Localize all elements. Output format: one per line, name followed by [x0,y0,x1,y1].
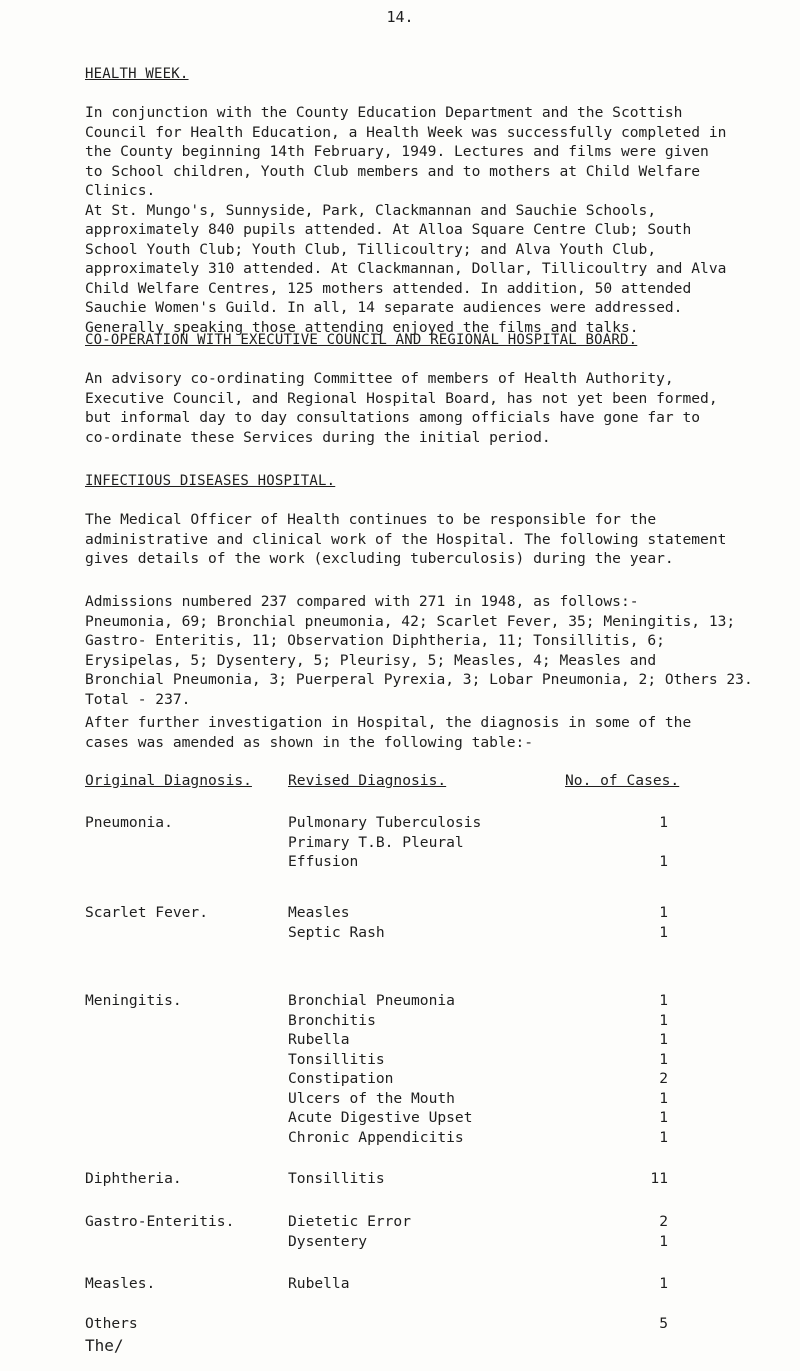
header-revised-diagnosis: Revised Diagnosis. [288,772,447,789]
original-diagnosis-cell: Measles. [85,1275,156,1292]
case-count-cell: 1 [659,904,668,921]
revised-diagnosis-cell: Constipation [288,1070,394,1087]
original-diagnosis-cell: Pneumonia. [85,814,173,831]
case-count-cell: 1 [659,923,668,941]
case-count-cell: 5 [659,1315,668,1332]
revised-diagnosis-cell: Bronchial Pneumonia [288,992,455,1009]
case-count-cell: 1 [659,853,668,870]
case-count-cell: 11 [650,1170,668,1187]
revised-diagnosis-cell: Chronic Appendicitis [288,1128,464,1146]
case-count-cell: 2 [659,1070,668,1087]
health-week-paragraph: In conjunction with the County Education Department and the Scottish Council for Health Education, a Health Week was successfully completed in the County beginning 14th February, 1949. Lectures and films were given to School children, Youth Club members and to mothers at Child Welfare Clinics. At St. Mungo's, Sunnyside, Park, Clackmannan and Sauchie Schools, approximately 840 pupils attended. At Alloa Square Centre Club; South School Youth Club; Youth Club, Tillicoultry; and Alva Youth Club, approximately 310 attended. At Clackmannan, Dollar, Tillicoultry and Alva Child Welfare Centres, 125 mothers attended. In addition, 50 attended Sauchie Women's Guild. In all, 14 separate audiences were addressed. Generally speaking those attending enjoyed the films and talks. [85,104,727,336]
header-original-diagnosis: Original Diagnosis. [85,772,252,789]
revised-diagnosis-cell: Septic Rash [288,923,385,941]
revised-diagnosis-cell: Ulcers of the Mouth [288,1089,455,1107]
revised-diagnosis-cell: Bronchitis [288,1011,376,1029]
original-diagnosis-cell: Others [85,1315,138,1332]
original-diagnosis-cell: Scarlet Fever. [85,904,209,921]
case-count-cell: 1 [659,814,668,831]
case-count-cell: 1 [659,1275,668,1292]
header-number-of-cases: No. of Cases. [565,772,680,789]
case-count-cell: 1 [659,1031,668,1048]
original-diagnosis-cell: Diphtheria. [85,1170,182,1187]
revised-diagnosis-cell: Rubella [288,1275,350,1292]
revised-diagnosis-cell: Acute Digestive Upset [288,1109,473,1126]
revised-diagnosis-cell: Pulmonary Tuberculosis [288,814,482,831]
cooperation-heading: CO-OPERATION WITH EXECUTIVE COUNCIL AND REGIONAL HOSPITAL BOARD. [85,332,638,348]
case-count-cell: 1 [659,1232,668,1250]
case-count-cell: 1 [659,1089,668,1107]
infectious-heading: INFECTIOUS DISEASES HOSPITAL. [85,473,336,489]
admissions-paragraph: Admissions numbered 237 compared with 271 in 1948, as follows:- Pneumonia, 69; Bronchial pneumonia, 42; Scarlet Fever, 35; Meningitis, 13; Gastro- Enteritis, 11; Observation Diphtheria, 11; Tonsillitis, 6; Erysipelas, 5; Dysentery, 5; Pleurisy, 5; Measles, 4; Measles and Bronchial Pneumonia, 3; Puerperal Pyrexia, 3; Lobar Pneumonia, 2; Others 23. Total - 237. [85,593,753,708]
case-count-cell: 1 [659,992,668,1009]
original-diagnosis-cell: Gastro-Enteritis. [85,1213,235,1230]
revised-diagnosis-cell: Tonsillitis [288,1170,385,1187]
revised-diagnosis-cell: Measles [288,904,350,921]
case-count-cell: 1 [659,1128,668,1146]
revised-diagnosis-cell: Rubella [288,1031,350,1048]
case-count-cell: 1 [659,1050,668,1068]
original-diagnosis-cell: Meningitis. [85,992,182,1009]
case-count-cell: 1 [659,1109,668,1126]
amendment-paragraph: After further investigation in Hospital, the diagnosis in some of the cases was amended as shown in the following table:- [85,714,692,751]
revised-diagnosis-cell: Tonsillitis [288,1050,385,1068]
cooperation-paragraph: An advisory co-ordinating Committee of members of Health Authority, Executive Council, and Regional Hospital Board, has not yet been formed, but informal day to day consultations among officials have gone far to co-ordinate these Services during the initial period. [85,370,718,446]
health-week-heading: HEALTH WEEK. [85,66,189,82]
infectious-paragraph-1: The Medical Officer of Health continues to be responsible for the administrative and clinical work of the Hospital. The following statement gives details of the work (excluding tuberculosis) during the year. [85,511,727,567]
revised-diagnosis-cell: Dysentery [288,1232,368,1250]
continuation-footer: The/ [85,1336,124,1355]
case-count-cell: 1 [659,1011,668,1029]
revised-diagnosis-cell: Primary T.B. Pleural Effusion [288,833,464,870]
case-count-cell: 2 [659,1213,668,1230]
revised-diagnosis-cell: Dietetic Error [288,1213,412,1230]
page-number: 14. [386,8,414,26]
